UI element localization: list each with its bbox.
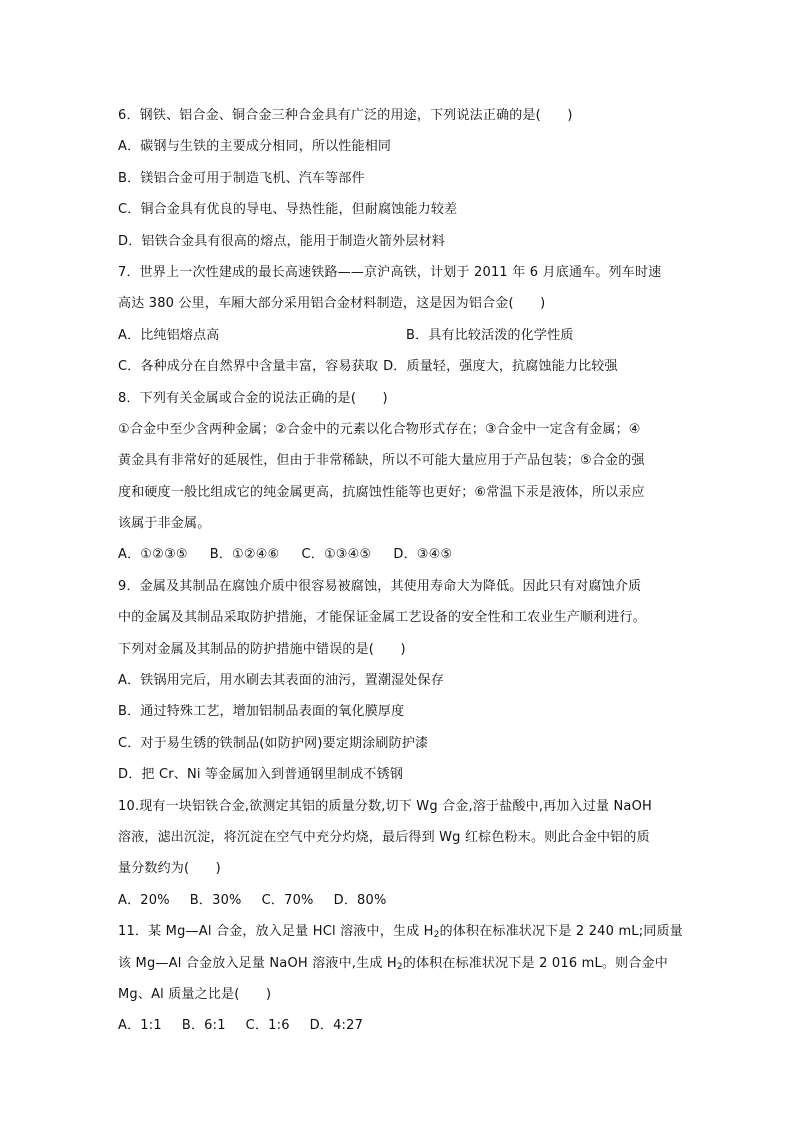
q11-line-1-text-a: 11．某 Mg—Al 合金，放入足量 HCl 溶液中，生成 H [118,924,434,940]
q9-option-b: B．通过特殊工艺，增加铝制品表面的氧化膜厚度 [118,704,405,720]
q6-stem: 6．钢铁、铝合金、铜合金三种合金具有广泛的用途，下列说法正确的是( ) [118,108,573,123]
q11-line-2-text-b: 的体积在标准状况下是 2 016 mL。则合金中 [402,955,668,971]
q9-stem-line-3: 下列对金属及其制品的防护措施中错误的是( ) [118,641,406,657]
q9-stem-line-1: 9．金属及其制品在腐蚀介质中很容易被腐蚀，其使用寿命大为降低。因此只有对腐蚀介质 [118,578,642,594]
q8-option-b: B．①②④⑥ [209,547,280,563]
q11-option-b: B．6:1 [181,1018,226,1034]
q9-option-d: D．把 Cr、Ni 等金属加入到普通钢里制成不锈钢 [118,767,404,783]
q10-option-d: D．80% [333,892,387,908]
q10-stem-line-1: 10.现有一块铝铁合金,欲测定其铝的质量分数,切下 Wg 合金,溶于盐酸中,再加入过量 NaOH [118,798,653,814]
q8-option-a: A．①②③⑤ [118,547,188,563]
q10-stem-line-2: 溶液，滤出沉淀，将沉淀在空气中充分灼烧，最后得到 Wg 红棕色粉末。则此合金中铝的质 [118,829,650,845]
q11-stem-line-3: Mg、Al 质量之比是( ) [118,986,272,1002]
q8-options-row [118,539,678,570]
q10-option-a: A．20% [118,892,170,908]
q8-stem: 8．下列有关金属或合金的说法正确的是( ) [118,390,388,406]
q7-options-row-1 [118,320,678,351]
q6-option-a: A．碳钢与生铁的主要成分相同，所以性能相同 [118,139,392,155]
q11-line-2-text-a: 该 Mg—Al 合金放入足量 NaOH 溶液中,生成 H [118,955,397,971]
q11-line-2-subscript: 2 [396,961,403,972]
q8-option-d: D．③④⑤ [393,547,453,563]
q7-option-c: C．各种成分在自然界中含量丰富，容易获取 [118,359,379,375]
q7-stem-line-2: 高达 380 公里，车厢大部分采用铝合金材料制造，这是因为铝合金( ) [118,296,546,312]
q7-option-a: A．比纯铝熔点高 [118,327,220,343]
q8-body-line-4: 该属于非金属。 [118,516,211,532]
q9-option-a: A．铁锅用完后，用水刷去其表面的油污，置潮湿处保存 [118,673,444,689]
q9-stem-line-2: 中的金属及其制品采取防护措施，才能保证金属工艺设备的安全性和工农业生产顺利进行。 [118,610,647,626]
q8-body-line-2: 黄金具有非常好的延展性，但由于非常稀缺，所以不可能大量应用于产品包装；⑤合金的强 [118,453,645,469]
q11-option-d: D．4:27 [309,1018,364,1034]
q8-body-line-1: ①合金中至少含两种金属；②合金中的元素以化合物形式存在；③合金中一定含有金属；④ [118,421,641,437]
q6-option-c: C．铜合金具有优良的导电、导热性能，但耐腐蚀能力较差 [118,202,458,218]
q11-stem-line-1 [118,916,683,947]
q11-line-1-text-b: 的体积在标准状况下是 2 240 mL;同质量 [439,924,683,940]
q10-stem-line-3: 量分数约为( ) [118,861,221,877]
q11-line-1-subscript: 2 [433,930,440,941]
q7-stem-line-1: 7．世界上一次性建成的最长高速铁路——京沪高铁，计划于 2011 年 6 月底通车。列车时速 [118,264,662,280]
q11-option-c: C．1:6 [245,1018,290,1034]
q11-options-row [118,1010,678,1041]
q11-option-a: A．1:1 [118,1018,162,1034]
q10-options-row [118,885,678,916]
q6-option-d: D．铝铁合金具有很高的熔点，能用于制造火箭外层材料 [118,233,446,249]
q8-body-line-3: 度和硬度一般比组成它的纯金属更高，抗腐蚀性能等也更好；⑥常温下汞是液体，所以汞应 [118,484,645,500]
q8-option-c: C．①③④⑤ [301,547,372,563]
q10-option-b: B．30% [189,892,242,908]
q7-option-b: B．具有比较活泼的化学性质 [406,327,574,343]
q11-stem-line-2 [118,948,678,979]
q7-option-d: D．质量轻，强度大，抗腐蚀能力比较强 [383,359,618,375]
q6-option-b: B．镁铝合金可用于制造飞机、汽车等部件 [118,170,365,186]
q10-option-c: C．70% [261,892,314,908]
q9-option-c: C．对于易生锈的铁制品(如防护网)要定期涂刷防护漆 [118,735,429,751]
q7-options-row-2 [118,351,678,382]
document-page [118,100,683,1042]
